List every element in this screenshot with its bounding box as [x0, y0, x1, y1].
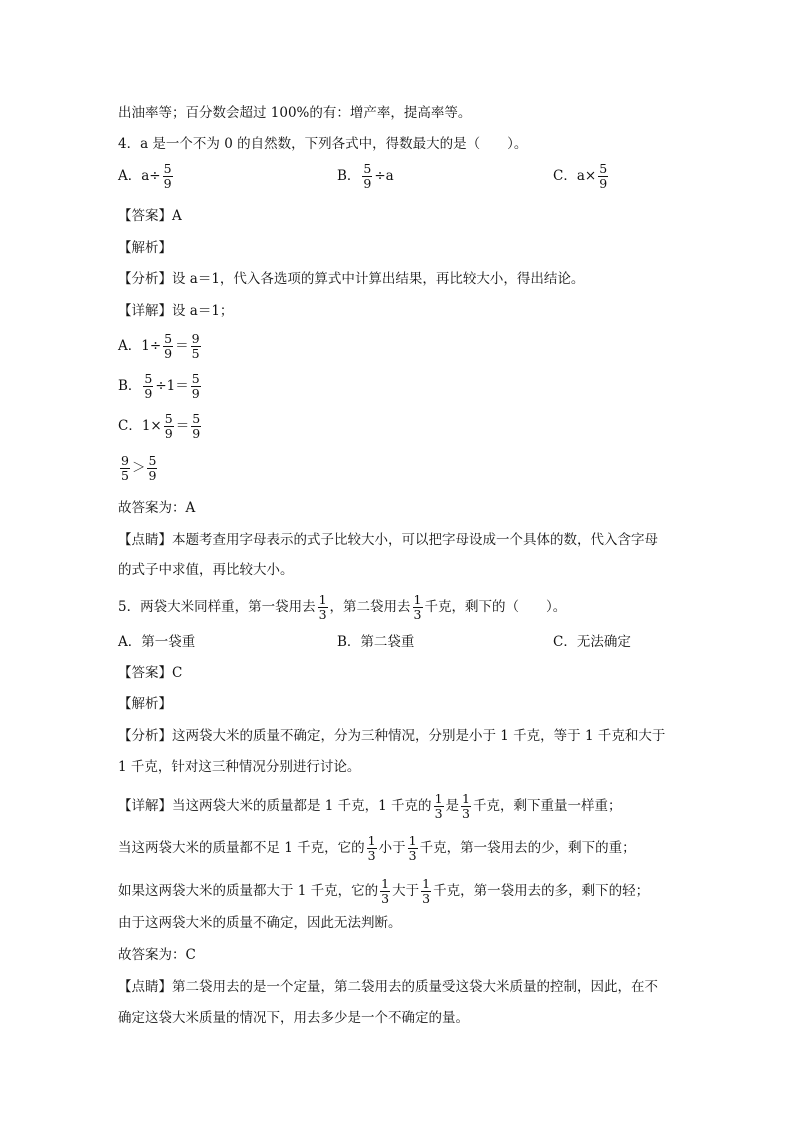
numerator: 1 — [318, 592, 327, 607]
q5-analysis-head: 【解析】 — [118, 696, 172, 712]
detail-text: 千克，第一袋用去的少，剩下的重； — [419, 840, 636, 856]
fraction — [461, 792, 471, 821]
fraction — [413, 593, 423, 622]
q5-answer: 【答案】C — [118, 665, 183, 681]
q4-analysis-head: 【解析】 — [118, 240, 172, 256]
q5-option-b: B．第二袋重 — [337, 634, 415, 650]
q5-stem — [118, 593, 566, 622]
fraction — [598, 162, 608, 191]
denominator: 3 — [462, 806, 470, 821]
numerator: 5 — [192, 411, 201, 426]
numerator: 1 — [434, 791, 443, 806]
q4-compare — [118, 454, 159, 483]
step-prefix: A．1÷ — [118, 338, 162, 354]
numerator: 5 — [163, 161, 172, 176]
numerator: 9 — [121, 453, 129, 468]
numerator: 5 — [363, 161, 372, 176]
q4-option-a-label: A．a÷ — [118, 168, 161, 184]
fraction — [191, 372, 201, 401]
q4-comment-1: 【点睛】本题考查用字母表示的式子比较大小，可以把字母设成一个具体的数，代入含字母 — [118, 532, 658, 548]
denominator: 3 — [408, 848, 417, 863]
greater-than-sign: ＞ — [131, 460, 146, 476]
step-prefix: C．1× — [118, 418, 162, 434]
detail-text: 千克，剩下重量一样重； — [472, 798, 622, 814]
intro-line: 出油率等；百分数会超过 100%的有：增产率，提高率等。 — [118, 105, 472, 121]
q4-stem: 4．a 是一个不为 0 的自然数，下列各式中，得数最大的是（ ）。 — [118, 136, 528, 152]
q4-option-c — [553, 162, 610, 191]
fraction — [434, 792, 444, 821]
fraction — [318, 593, 328, 622]
q4-detail-head: 【详解】设 a＝1； — [118, 303, 234, 319]
q5-stem-part: 千克，剩下的（ ）。 — [424, 599, 567, 615]
denominator: 9 — [192, 426, 201, 441]
denominator: 9 — [191, 386, 200, 401]
q5-option-a: A．第一袋重 — [118, 634, 196, 650]
q4-final: 故答案为：A — [118, 500, 196, 516]
fraction — [191, 332, 201, 361]
equals-sign: ＝ — [175, 338, 189, 354]
denominator: 5 — [121, 468, 129, 483]
step-prefix: B． — [118, 378, 142, 394]
step-operator: ÷1＝ — [155, 378, 189, 394]
detail-text: 【详解】当这两袋大米的质量都是 1 千克，1 千克的 — [118, 798, 432, 814]
denominator: 9 — [599, 176, 608, 191]
fraction — [380, 877, 390, 906]
numerator: 5 — [164, 411, 173, 426]
detail-text: 如果这两袋大米的质量都大于 1 千克，它的 — [118, 883, 379, 899]
numerator: 1 — [367, 833, 376, 848]
q4-comment-2: 的式子中求值，再比较大小。 — [118, 562, 294, 578]
fraction — [147, 454, 157, 483]
q4-analysis: 【分析】设 a＝1，代入各选项的算式中计算出结果，再比较大小，得出结论。 — [118, 271, 585, 287]
denominator: 5 — [191, 346, 200, 361]
fraction — [191, 412, 201, 441]
q5-option-c: C．无法确定 — [553, 634, 631, 650]
denominator: 9 — [164, 346, 173, 361]
q4-step-b — [118, 372, 203, 401]
fraction — [367, 834, 377, 863]
denominator: 3 — [367, 848, 376, 863]
q4-option-b — [337, 162, 394, 191]
q4-step-c — [118, 412, 203, 441]
q5-stem-part: 5．两袋大米同样重，第一袋用去 — [118, 599, 316, 615]
equals-sign: ＝ — [175, 418, 190, 434]
denominator: 3 — [434, 806, 443, 821]
detail-text: 大于 — [392, 883, 420, 899]
numerator: 1 — [413, 592, 422, 607]
denominator: 3 — [422, 891, 431, 906]
q4-step-a — [118, 332, 203, 361]
q4-option-b-tail: ÷a — [374, 168, 394, 184]
detail-text: 小于 — [378, 840, 406, 856]
q5-comment-2: 确定这袋大米质量的情况下，用去多少是一个不确定的量。 — [118, 1010, 469, 1026]
numerator: 1 — [408, 833, 417, 848]
q5-analysis-1: 【分析】这两袋大米的质量不确定，分为三种情况，分别是小于 1 千克，等于 1 千克和大于 — [118, 728, 666, 744]
q5-detail-2 — [118, 834, 636, 863]
q5-stem-part: ，第二袋用去 — [329, 599, 411, 615]
fraction — [421, 877, 431, 906]
denominator: 9 — [148, 468, 157, 483]
q5-detail-1 — [118, 792, 621, 821]
denominator: 9 — [164, 426, 173, 441]
fraction — [143, 372, 153, 401]
detail-text: 是 — [445, 798, 460, 814]
denominator: 3 — [318, 607, 327, 622]
q5-analysis-2: 1 千克，针对这三种情况分别进行讨论。 — [118, 759, 361, 775]
numerator: 1 — [462, 791, 470, 806]
numerator: 5 — [164, 331, 173, 346]
q4-option-a — [118, 162, 175, 191]
numerator: 1 — [381, 876, 390, 891]
denominator: 9 — [163, 176, 172, 191]
detail-text: 千克，第一袋用去的多，剩下的轻； — [433, 883, 650, 899]
fraction — [362, 162, 372, 191]
q4-answer: 【答案】A — [118, 208, 182, 224]
q5-detail-3 — [118, 877, 649, 906]
denominator: 3 — [413, 607, 422, 622]
numerator: 5 — [191, 371, 200, 386]
denominator: 3 — [381, 891, 390, 906]
fraction — [163, 162, 173, 191]
detail-text: 当这两袋大米的质量都不足 1 千克，它的 — [118, 840, 365, 856]
denominator: 9 — [363, 176, 372, 191]
q4-option-c-label: C．a× — [553, 168, 597, 184]
fraction — [408, 834, 418, 863]
q5-comment-1: 【点睛】第二袋用去的是一个定量，第二袋用去的质量受这袋大米质量的控制，因此，在不 — [118, 979, 658, 995]
fraction — [163, 332, 173, 361]
fraction — [120, 454, 130, 483]
q5-final: 故答案为：C — [118, 947, 196, 963]
fraction — [164, 412, 174, 441]
denominator: 9 — [144, 386, 153, 401]
q5-detail-4: 由于这两袋大米的质量不确定，因此无法判断。 — [118, 915, 402, 931]
numerator: 1 — [422, 876, 431, 891]
numerator: 5 — [599, 161, 608, 176]
numerator: 5 — [144, 371, 153, 386]
q4-option-b-label: B． — [337, 168, 361, 184]
numerator: 5 — [148, 453, 157, 468]
numerator: 9 — [191, 331, 200, 346]
